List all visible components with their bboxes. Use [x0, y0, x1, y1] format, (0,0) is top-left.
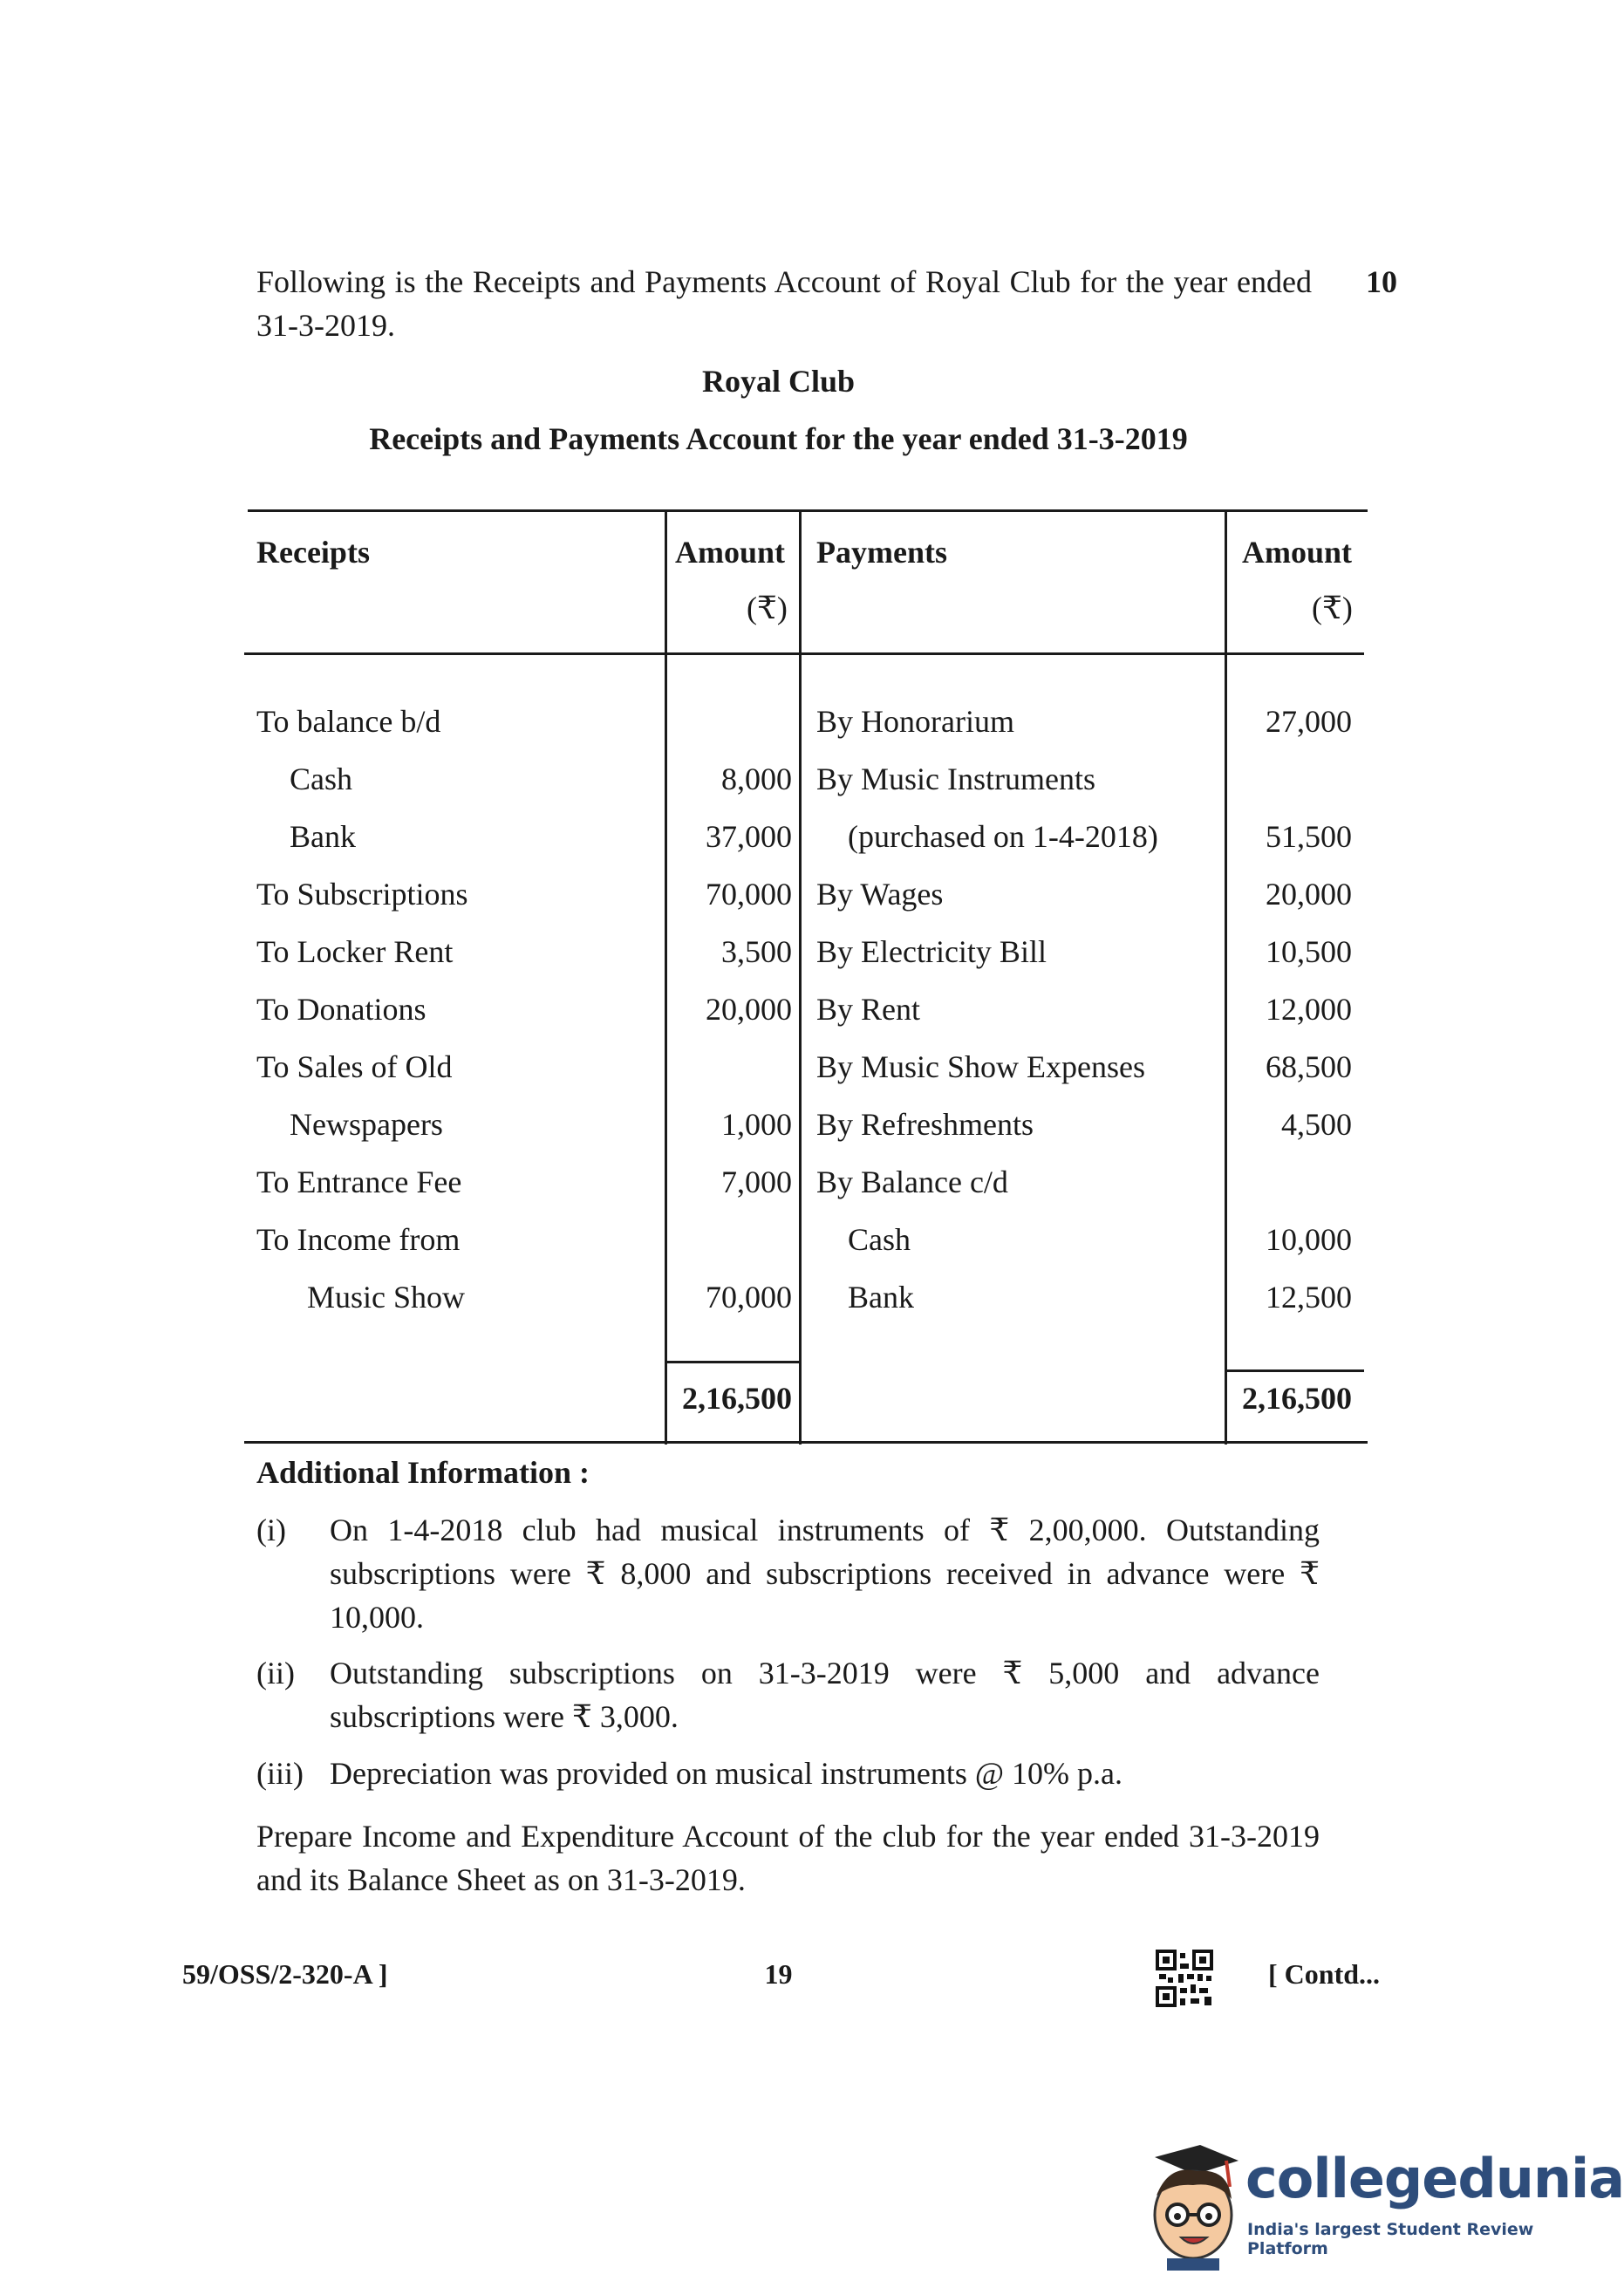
payment-label: By Wages [816, 877, 944, 912]
payment-amount: 12,500 [1266, 1280, 1352, 1315]
receipt-label: To Sales of Old [256, 1049, 453, 1084]
payment-amount: 12,000 [1266, 992, 1352, 1027]
payment-label: By Music Show Expenses [816, 1049, 1145, 1084]
logo-wordmark: collegedunia [1245, 2147, 1624, 2210]
receipt-label: To balance b/d [256, 704, 441, 739]
payments-total: 2,16,500 [1242, 1381, 1352, 1416]
receipt-label: To Donations [256, 992, 426, 1027]
receipts-header: Receipts [256, 535, 370, 570]
mascot-icon [1143, 2141, 1247, 2272]
receipts-payments-table [244, 509, 1368, 1445]
additional-info-title: Additional Information : [256, 1455, 590, 1490]
payment-label: By Balance c/d [816, 1164, 1008, 1199]
receipts-total-rule [665, 1361, 799, 1363]
receipt-label: To Entrance Fee [256, 1164, 462, 1199]
payments-header: Payments [816, 535, 947, 570]
page-number: 19 [764, 1958, 793, 1990]
receipts-total: 2,16,500 [682, 1381, 792, 1416]
collegedunia-logo [1143, 2141, 1624, 2272]
receipt-label: Newspapers [290, 1107, 443, 1142]
receipts-amount-header: Amount [675, 535, 786, 570]
receipts-currency-header: (₹) [747, 591, 788, 625]
payment-label: Bank [848, 1280, 914, 1315]
club-name: Royal Club [701, 364, 856, 399]
table-bottom-rule [244, 1441, 1368, 1444]
receipt-label: Bank [290, 819, 356, 854]
payment-amount: 20,000 [1266, 877, 1352, 912]
receipt-label: To Income from [256, 1222, 461, 1257]
payment-amount: 4,500 [1281, 1107, 1352, 1142]
note-text: On 1-4-2018 club had musical instruments of ₹ 2,00,000. Outstanding subscriptions were ₹ 8,000 and subscriptions received in advance were ₹ 10,000. [330, 1513, 1320, 1635]
payment-label: By Rent [816, 992, 921, 1027]
note-number: (i) [256, 1513, 286, 1547]
center-divider [799, 509, 802, 1445]
receipt-amount: 1,000 [721, 1107, 792, 1142]
receipt-amount: 8,000 [721, 762, 792, 796]
paper-code: 59/OSS/2-320-A ] [182, 1958, 388, 1990]
payment-label: By Refreshments [816, 1107, 1034, 1142]
payment-amount: 27,000 [1266, 704, 1352, 739]
payments-total-rule [1225, 1369, 1364, 1372]
qr-code-icon [1156, 1950, 1213, 2007]
payments-amount-header: Amount [1242, 535, 1353, 570]
note-number: (ii) [256, 1656, 295, 1690]
payment-amount: 10,500 [1266, 934, 1352, 969]
payments-currency-header: (₹) [1312, 591, 1353, 625]
payment-label: By Electricity Bill [816, 934, 1047, 969]
receipt-amount: 3,500 [721, 934, 792, 969]
note-text: Outstanding subscriptions on 31-3-2019 were ₹ 5,000 and advance subscriptions were ₹ 3,000. [330, 1656, 1320, 1734]
receipt-amount: 37,000 [706, 819, 792, 854]
payment-label: (purchased on 1-4-2018) [848, 819, 1158, 854]
payment-amount: 68,500 [1266, 1049, 1352, 1084]
receipt-amount: 20,000 [706, 992, 792, 1027]
receipt-amount: 7,000 [721, 1164, 792, 1199]
payment-amount: 10,000 [1266, 1222, 1352, 1257]
account-title: Receipts and Payments Account for the year ended 31-3-2019 [369, 421, 1188, 456]
table-header-rule [244, 652, 1364, 655]
logo-tagline: India's largest Student Review Platform [1247, 2220, 1534, 2258]
receipt-amount: 70,000 [706, 1280, 792, 1315]
question-intro: Following is the Receipts and Payments Account of Royal Club for the year ended 31-3-2019. [256, 264, 1312, 343]
payment-amount: 51,500 [1266, 819, 1352, 854]
note-text: Depreciation was provided on musical instruments @ 10% p.a. [330, 1756, 1122, 1791]
payment-label: By Honorarium [816, 704, 1014, 739]
receipt-amount: 70,000 [706, 877, 792, 912]
payment-label: Cash [848, 1222, 911, 1257]
continued-label: [ Contd... [1268, 1958, 1381, 1990]
receipt-label: To Locker Rent [256, 934, 454, 969]
receipt-label: To Subscriptions [256, 877, 468, 912]
receipt-label: Cash [290, 762, 352, 796]
question-marks: 10 [1366, 264, 1397, 299]
table-top-rule [248, 509, 1368, 512]
question-task: Prepare Income and Expenditure Account of the club for the year ended 31-3-2019 and its Balance Sheet as on 31-3-2019. [256, 1819, 1320, 1897]
receipt-label: Music Show [307, 1280, 466, 1315]
note-number: (iii) [256, 1756, 304, 1791]
payment-label: By Music Instruments [816, 762, 1095, 796]
